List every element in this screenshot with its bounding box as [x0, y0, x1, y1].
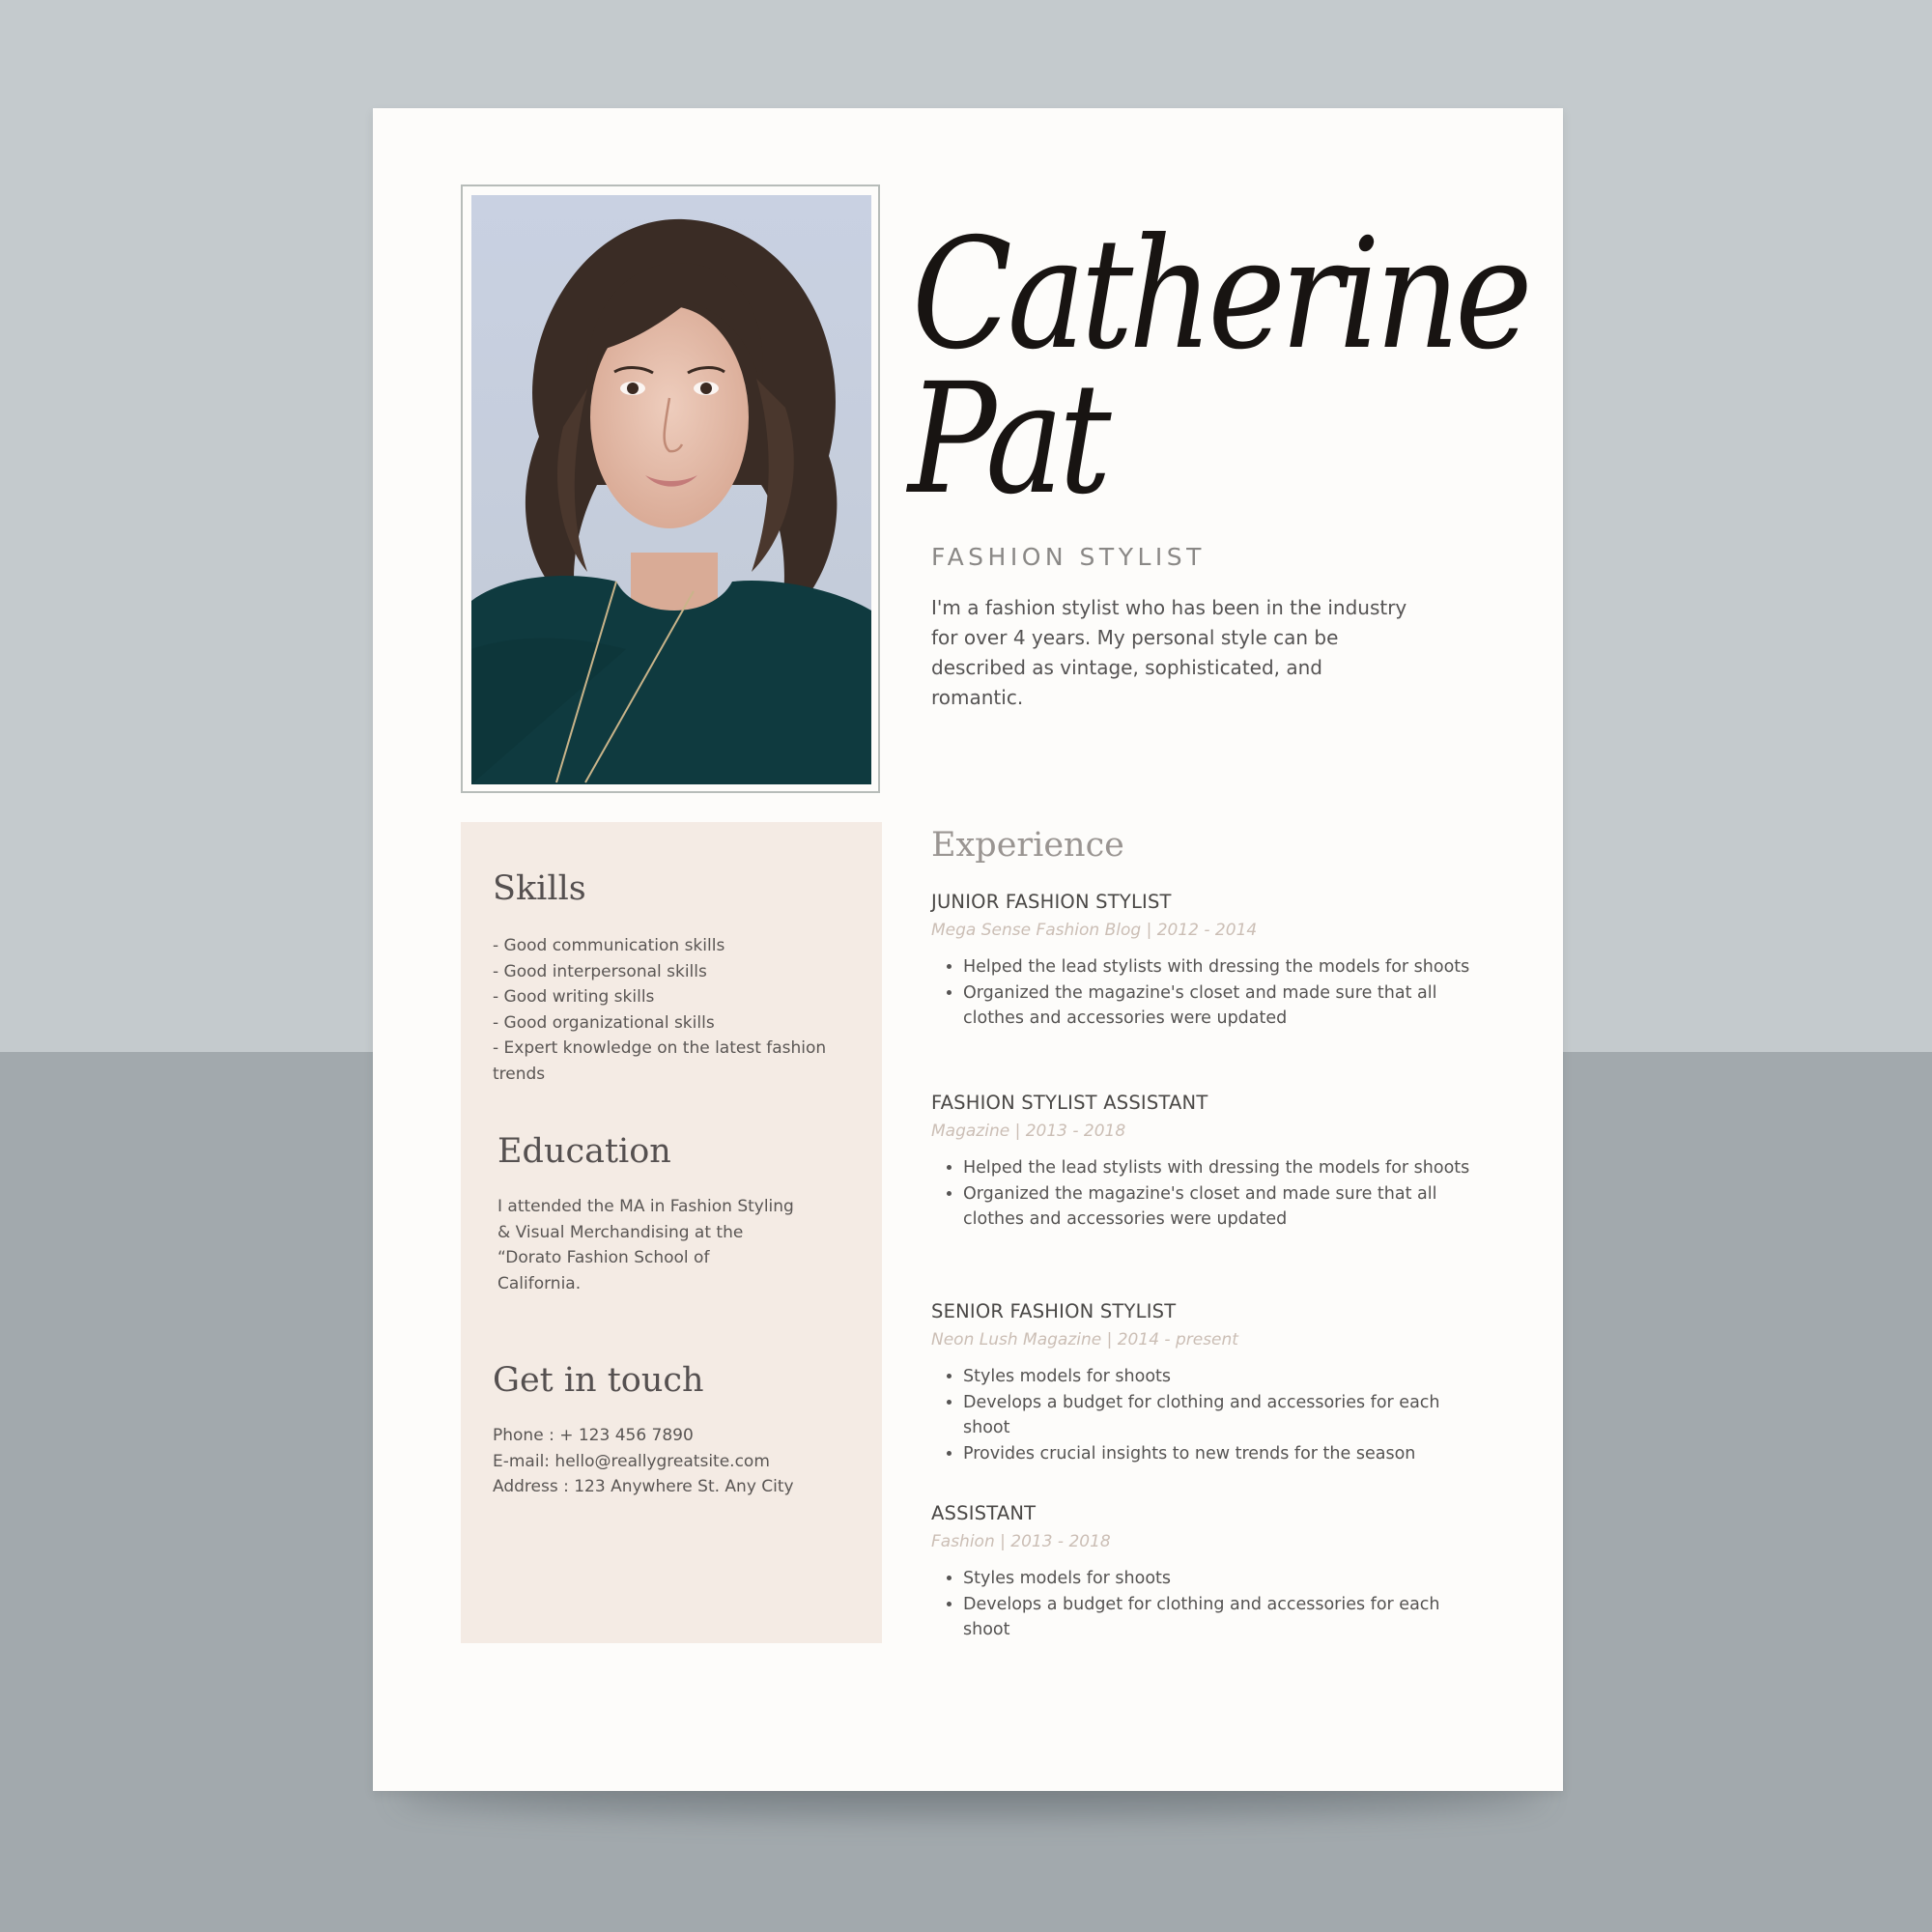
job-bullet: • Helped the lead stylists with dressing the models for shoots — [963, 954, 1472, 980]
skill-item: - Good communication skills — [493, 936, 725, 955]
job-entry-meta: Neon Lush Magazine | 2014 - present — [931, 1330, 1238, 1350]
job-entry-title: JUNIOR FASHION STYLIST — [931, 891, 1172, 913]
portrait-illustration — [471, 195, 871, 784]
experience-entry — [931, 1300, 1472, 1466]
experience-entry — [931, 891, 1472, 1032]
job-entry-bullets — [931, 1364, 1472, 1466]
contact-email: E-mail: hello@reallygreatsite.com — [493, 1451, 770, 1471]
job-entry-bullets — [931, 954, 1472, 1032]
job-entry-meta: Mega Sense Fashion Blog | 2012 - 2014 — [931, 921, 1258, 940]
contact-address: Address : 123 Anywhere St. Any City — [493, 1477, 794, 1496]
job-bullet: • Organized the magazine's closet and made sure that all clothes and accessories were updated — [963, 1181, 1472, 1233]
job-bullet: • Develops a budget for clothing and accessories for each shoot — [963, 1390, 1472, 1441]
name-last: Pat — [908, 351, 1107, 528]
skills-list — [493, 933, 850, 1087]
job-entry-bullets — [931, 1566, 1472, 1643]
experience-entry — [931, 1502, 1472, 1643]
profile-summary: I'm a fashion stylist who has been in the industry for over 4 years. My personal style can be described as vintage, sophisticated, and romantic. — [931, 596, 1407, 709]
skill-item: - Expert knowledge on the latest fashion trends — [493, 1038, 827, 1084]
job-entry-bullets — [931, 1155, 1472, 1233]
job-bullet: • Styles models for shoots — [963, 1566, 1472, 1592]
skill-item: - Good organizational skills — [493, 1012, 715, 1033]
job-entry-meta: Magazine | 2013 - 2018 — [931, 1122, 1126, 1141]
experience-heading: Experience — [931, 826, 1124, 865]
job-bullet: • Provides crucial insights to new trends for the season — [963, 1441, 1472, 1467]
contact-list — [493, 1423, 860, 1500]
experience-entry — [931, 1092, 1472, 1233]
job-bullet: • Styles models for shoots — [963, 1364, 1472, 1390]
skills-heading: Skills — [493, 869, 586, 908]
contact-phone: Phone : + 123 456 7890 — [493, 1426, 694, 1445]
contact-heading: Get in touch — [493, 1361, 704, 1400]
job-bullet: • Develops a budget for clothing and accessories for each shoot — [963, 1592, 1472, 1643]
job-entry-meta: Fashion | 2013 - 2018 — [931, 1532, 1111, 1551]
job-entry-title: FASHION STYLIST ASSISTANT — [931, 1092, 1208, 1114]
job-entry-title: ASSISTANT — [931, 1502, 1037, 1524]
education-heading: Education — [497, 1132, 671, 1171]
job-title: FASHION STYLIST — [931, 543, 1206, 571]
education-text: I attended the MA in Fashion Styling & Visual Merchandising at the “Dorato Fashion School of California. — [497, 1197, 794, 1293]
skill-item: - Good writing skills — [493, 987, 655, 1007]
job-bullet: • Helped the lead stylists with dressing the models for shoots — [963, 1155, 1472, 1181]
skill-item: - Good interpersonal skills — [493, 961, 707, 981]
job-entry-title: SENIOR FASHION STYLIST — [931, 1300, 1177, 1322]
job-bullet: • Organized the magazine's closet and made sure that all clothes and accessories were updated — [963, 980, 1472, 1032]
profile-photo — [471, 195, 871, 784]
name-first: Catherine — [912, 206, 1528, 384]
